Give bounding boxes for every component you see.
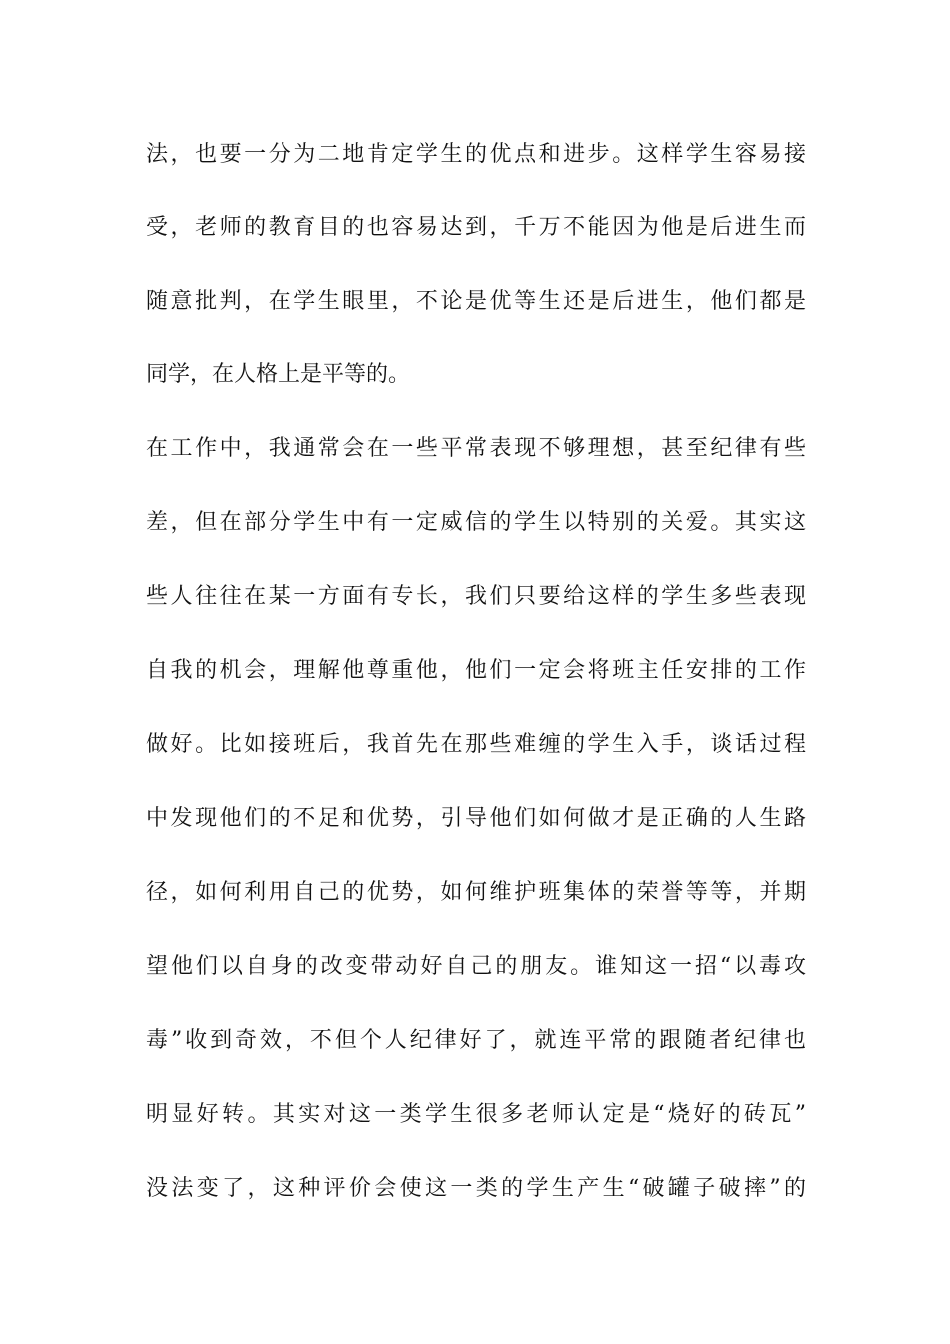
- text-line-10: 中发现他们的不足和优势，引导他们如何做才是正确的人生路: [146, 806, 806, 831]
- text-line-1: 法，也要一分为二地肯定学生的优点和进步。这样学生容易接: [146, 142, 806, 167]
- text-line-3: 随意批判，在学生眼里，不论是优等生还是后进生，他们都是: [146, 289, 806, 314]
- text-line-8: 自我的机会，理解他尊重他，他们一定会将班主任安排的工作: [146, 658, 806, 683]
- text-line-14: 明显好转。其实对这一类学生很多老师认定是“烧好的砖瓦”: [146, 1102, 806, 1127]
- text-line-4: 同学，在人格上是平等的。: [146, 362, 411, 387]
- text-line-13: 毒”收到奇效，不但个人纪律好了，就连平常的跟随者纪律也: [146, 1028, 806, 1053]
- text-line-6: 差，但在部分学生中有一定威信的学生以特别的关爱。其实这: [146, 510, 806, 535]
- text-line-15: 没法变了，这种评价会使这一类的学生产生“破罐子破摔”的: [146, 1176, 806, 1201]
- text-line-12: 望他们以自身的改变带动好自己的朋友。谁知这一招“以毒攻: [146, 954, 806, 979]
- text-line-7: 些人往往在某一方面有专长，我们只要给这样的学生多些表现: [146, 584, 806, 609]
- text-line-2: 受，老师的教育目的也容易达到，千万不能因为他是后进生而: [146, 215, 806, 240]
- text-line-5: 在工作中，我通常会在一些平常表现不够理想，甚至纪律有些: [146, 436, 806, 461]
- text-line-9: 做好。比如接班后，我首先在那些难缠的学生入手，谈话过程: [146, 732, 806, 757]
- text-line-11: 径，如何利用自己的优势，如何维护班集体的荣誉等等，并期: [146, 880, 806, 905]
